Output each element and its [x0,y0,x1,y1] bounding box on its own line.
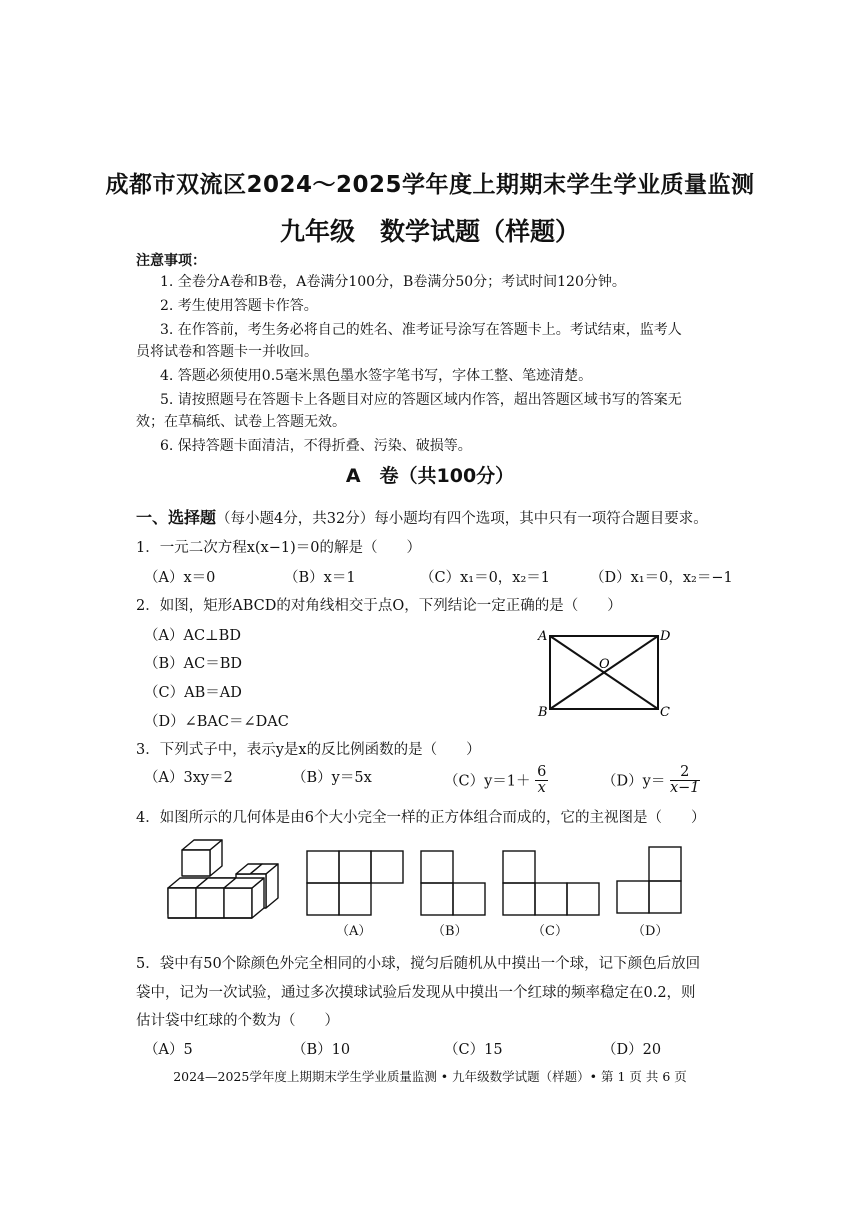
vertex-label-d: D [660,629,671,644]
view-option-a [306,850,406,916]
view-option-d-label: （D） [632,924,669,939]
notice-line: 5. 请按照题号在答题卡上各题目对应的答题区域内作答，超出答题区域书写的答案无 [160,392,682,408]
question-3-option-a: （A）3xy＝2 [144,770,233,786]
fraction-6-over-x [535,765,548,796]
question-5-option-c: （C）15 [444,1042,503,1058]
rectangle-abcd-figure [530,622,680,722]
question-5-stem-line: 估计袋中红球的个数为（ ） [136,1013,339,1029]
section-a-heading: A 卷（共100分） [345,465,515,487]
question-5-option-d: （D）20 [602,1042,662,1058]
notice-line: 1. 全卷分A卷和B卷，A卷满分100分，B卷满分50分；考试时间120分钟。 [160,274,626,290]
question-3-option-c [444,766,548,797]
part1-description: （每小题4分，共32分）每小题均有四个选项，其中只有一项符合题目要求。 [216,511,708,527]
question-2-option-b: （B）AC＝BD [144,656,243,672]
question-2-option-d: （D）∠BAC＝∠DAC [144,714,289,730]
notice-line: 4. 答题必须使用0.5毫米黑色墨水签字笔书写，字体工整、笔迹清楚。 [160,368,593,384]
part1-label: 一、选择题 [136,508,217,527]
question-1-stem: 1．一元二次方程x(x−1)＝0的解是（ ） [136,540,421,556]
view-option-c-label: （C） [532,924,568,939]
question-2-option-c: （C）AB＝AD [144,685,242,701]
exam-title: 成都市双流区2024～2025学年度上期期末学生学业质量监测 [105,172,755,198]
view-option-b-label: （B） [432,924,468,939]
question-1-option-b: （B）x＝1 [284,570,356,586]
view-option-a-label: （A） [336,924,372,939]
question-1-option-d: （D）x₁＝0，x₂＝−1 [590,570,733,586]
notice-line: 2. 考生使用答题卡作答。 [160,298,318,314]
vertex-label-a: A [538,629,548,644]
question-1-option-c: （C）x₁＝0，x₂＝1 [420,570,551,586]
question-5-option-b: （B）10 [292,1042,351,1058]
question-5-stem-line: 5．袋中有50个除颜色外完全相同的小球，搅匀后随机从中摸出一个球，记下颜色后放回 [136,956,701,972]
view-option-b [420,850,488,916]
question-3-stem: 3．下列式子中，表示y是x的反比例函数的是（ ） [136,742,481,758]
question-3-option-c-prefix: （C）y＝1＋ [444,773,531,790]
view-option-d [616,846,684,916]
question-5-stem-line: 袋中，记为一次试验，通过多次摸球试验后发现从中摸出一个红球的频率稳定在0.2，则 [136,985,696,1001]
vertex-label-b: B [538,705,548,720]
cube [182,840,222,876]
question-1-option-a: （A）x＝0 [144,570,216,586]
notice-line: 6. 保持答题卡面清洁，不得折叠、污染、破损等。 [160,438,472,454]
notice-line: 员将试卷和答题卡一并收回。 [136,344,318,360]
question-2-stem: 2．如图，矩形ABCD的对角线相交于点O，下列结论一定正确的是（ ） [136,598,622,614]
exam-subtitle: 九年级 数学试题（样题） [279,217,580,246]
question-5-option-a: （A）5 [144,1042,193,1058]
cube [224,878,264,918]
question-4-stem: 4．如图所示的几何体是由6个大小完全一样的正方体组合而成的，它的主视图是（ ） [136,810,706,826]
fraction-denominator: x−1 [669,780,700,796]
notice-line: 3. 在作答前，考生务必将自己的姓名、准考证号涂写在答题卡上。考试结束，监考人 [160,322,682,338]
fraction-numerator: 2 [670,765,700,781]
page-footer: 2024—2025学年度上期期末学生学业质量监测 • 九年级数学试题（样题）• 第 1 页 共 6 页 [173,1069,687,1084]
question-3-option-d-prefix: （D）y＝ [602,773,666,790]
question-2-option-a: （A）AC⊥BD [144,628,241,644]
part1-heading [136,505,708,528]
cubes-solid-figure [158,836,288,926]
notice-line: 效；在草稿纸、试卷上答题无效。 [136,414,346,430]
view-option-c [502,850,602,916]
fraction-denominator: x [537,780,546,796]
fraction-2-over-x-minus-1 [670,765,700,796]
question-3-option-d [602,766,700,797]
fraction-numerator: 6 [537,764,547,780]
question-3-option-b: （B）y＝5x [292,770,372,786]
notice-heading: 注意事项： [136,253,206,269]
vertex-label-c: C [660,705,670,720]
center-label-o: O [599,657,610,672]
